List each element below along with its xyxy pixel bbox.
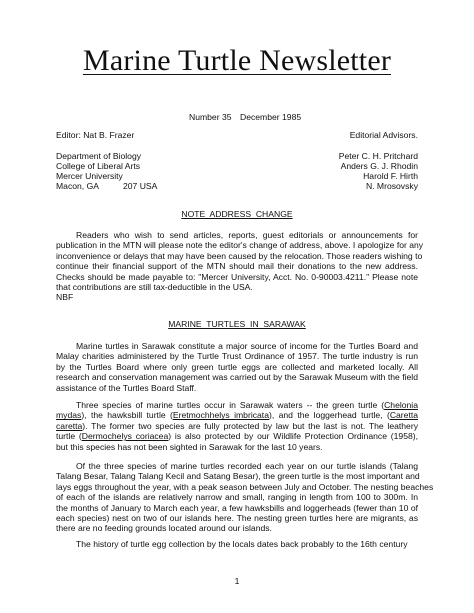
- article-line: each species) nest on two of our islands here. The nesting green turtles here are migrants, as: [56, 513, 418, 524]
- page-number: 1: [234, 576, 240, 586]
- advisor-name: Peter C. H. Pritchard: [338, 150, 418, 161]
- article-paragraph-2: [56, 400, 418, 452]
- note-signature: NBF: [56, 292, 74, 303]
- article-line: Of the three species of marine turtles recorded each year on our turtle islands (Talang: [76, 461, 418, 471]
- article-line: Talang Besar, Talang Talang Kecil and Satang Besar), the green turtle is the most important and: [56, 471, 420, 482]
- article-line: but this species has not been sighted in Sarawak for the last 10 years.: [56, 441, 323, 452]
- article-line: Marine turtles in Sarawak constitute a major source of income for the Turtles Board and: [76, 341, 418, 351]
- article-line: the months of January to March each year, a few hawksbills and loggerheads (fewer than 10 of: [56, 502, 418, 513]
- note-line: Readers who wish to send articles, reports, guest editorials or announcements for: [76, 230, 418, 240]
- article-line: turtle (Dermochelys coriacea) is also protected by our Wildlife Protection Ordinance (1958),: [56, 431, 419, 442]
- editor-label: Editor: Nat B. Frazer: [56, 130, 135, 140]
- note-line: publication in the MTN will please note the editor's change of address, above. I apologize for any: [56, 240, 424, 251]
- editor-zip: 207 USA: [123, 181, 158, 192]
- editor-block: [56, 130, 157, 192]
- species-name: Dermochelys coriacea: [81, 431, 169, 442]
- note-paragraph: [56, 230, 424, 303]
- article-line: Three species of marine turtles occur in Sarawak waters -- the green turtle (Chelonia: [76, 400, 418, 410]
- species-name: Eretmochhelys imbricata: [172, 410, 269, 421]
- article-line: by the Turtles Board where only green turtle eggs are collected and marketed locally. All: [56, 361, 418, 372]
- article-paragraph-1: [56, 341, 418, 393]
- species-name: caretta: [56, 420, 83, 431]
- article-line: caretta). The former two species are fully protected by law but the last is not. The leathery: [56, 420, 418, 431]
- advisor-name: Harold F. Hirth: [363, 171, 418, 182]
- article-paragraph-4: [56, 539, 418, 549]
- article-line: of each of the islands are relatively narrow and small, ranging in length from 100 to 300m. In: [56, 492, 418, 503]
- note-line: that contributions are still tax-deductible in the USA.: [56, 282, 253, 293]
- note-line: Checks should be made payable to: "Mercer University, Acct. No. 0-90003.4211." Please note: [56, 271, 418, 282]
- article-heading: MARINE TURTLES IN SARAWAK: [168, 319, 306, 329]
- article-line: The history of turtle egg collection by the locals dates back probably to the 16th century: [76, 539, 408, 549]
- advisor-name: N. Mrosovsky: [365, 181, 418, 192]
- issue-number: Number 35: [189, 112, 232, 122]
- species-name: Chelonia: [384, 400, 418, 410]
- article-line: assistance of the Turtles Board Staff.: [56, 382, 197, 393]
- note-heading: NOTE ADDRESS CHANGE: [181, 209, 293, 219]
- advisors-block: [339, 130, 418, 192]
- article-line: research and conservation management was carried out by the Sarawak Museum with the field: [56, 372, 418, 383]
- issue-date: December 1985: [240, 112, 302, 122]
- article-line: Malay charities administered by the Turtle Trust Ordinance of 1957. The turtle industry is run: [56, 351, 418, 362]
- species-name: mydas: [56, 410, 82, 421]
- editor-address-line: Mercer University: [56, 171, 123, 182]
- newsletter-title: Marine Turtle Newsletter: [82, 44, 392, 77]
- editor-address-line: Department of Biology: [56, 150, 142, 161]
- editor-city-line: [56, 181, 157, 191]
- note-line: inconvenience or delays that may have been caused by the relocation. Those readers wishing to: [56, 250, 423, 261]
- advisors-label: Editorial Advisors.: [349, 130, 418, 140]
- article-line: lays eggs throughout the year, with a peak season between July and October. The nesting beaches: [56, 481, 434, 492]
- article-line: there are no feeding grounds located around our islands.: [56, 523, 272, 534]
- note-line: continue their financial support of the MTN should mail their donations to the new address.: [56, 261, 418, 272]
- editor-city: Macon, GA: [56, 181, 99, 192]
- species-name: Caretta: [389, 410, 418, 421]
- article-paragraph-3: [56, 461, 434, 534]
- article-line: mydas), the hawksbill turtle (Eretmochhelys imbricata), and the loggerhead turtle, (Caretta: [56, 410, 418, 421]
- editor-address-line: College of Liberal Arts: [56, 160, 141, 171]
- advisor-name: Anders G. J. Rhodin: [340, 160, 418, 171]
